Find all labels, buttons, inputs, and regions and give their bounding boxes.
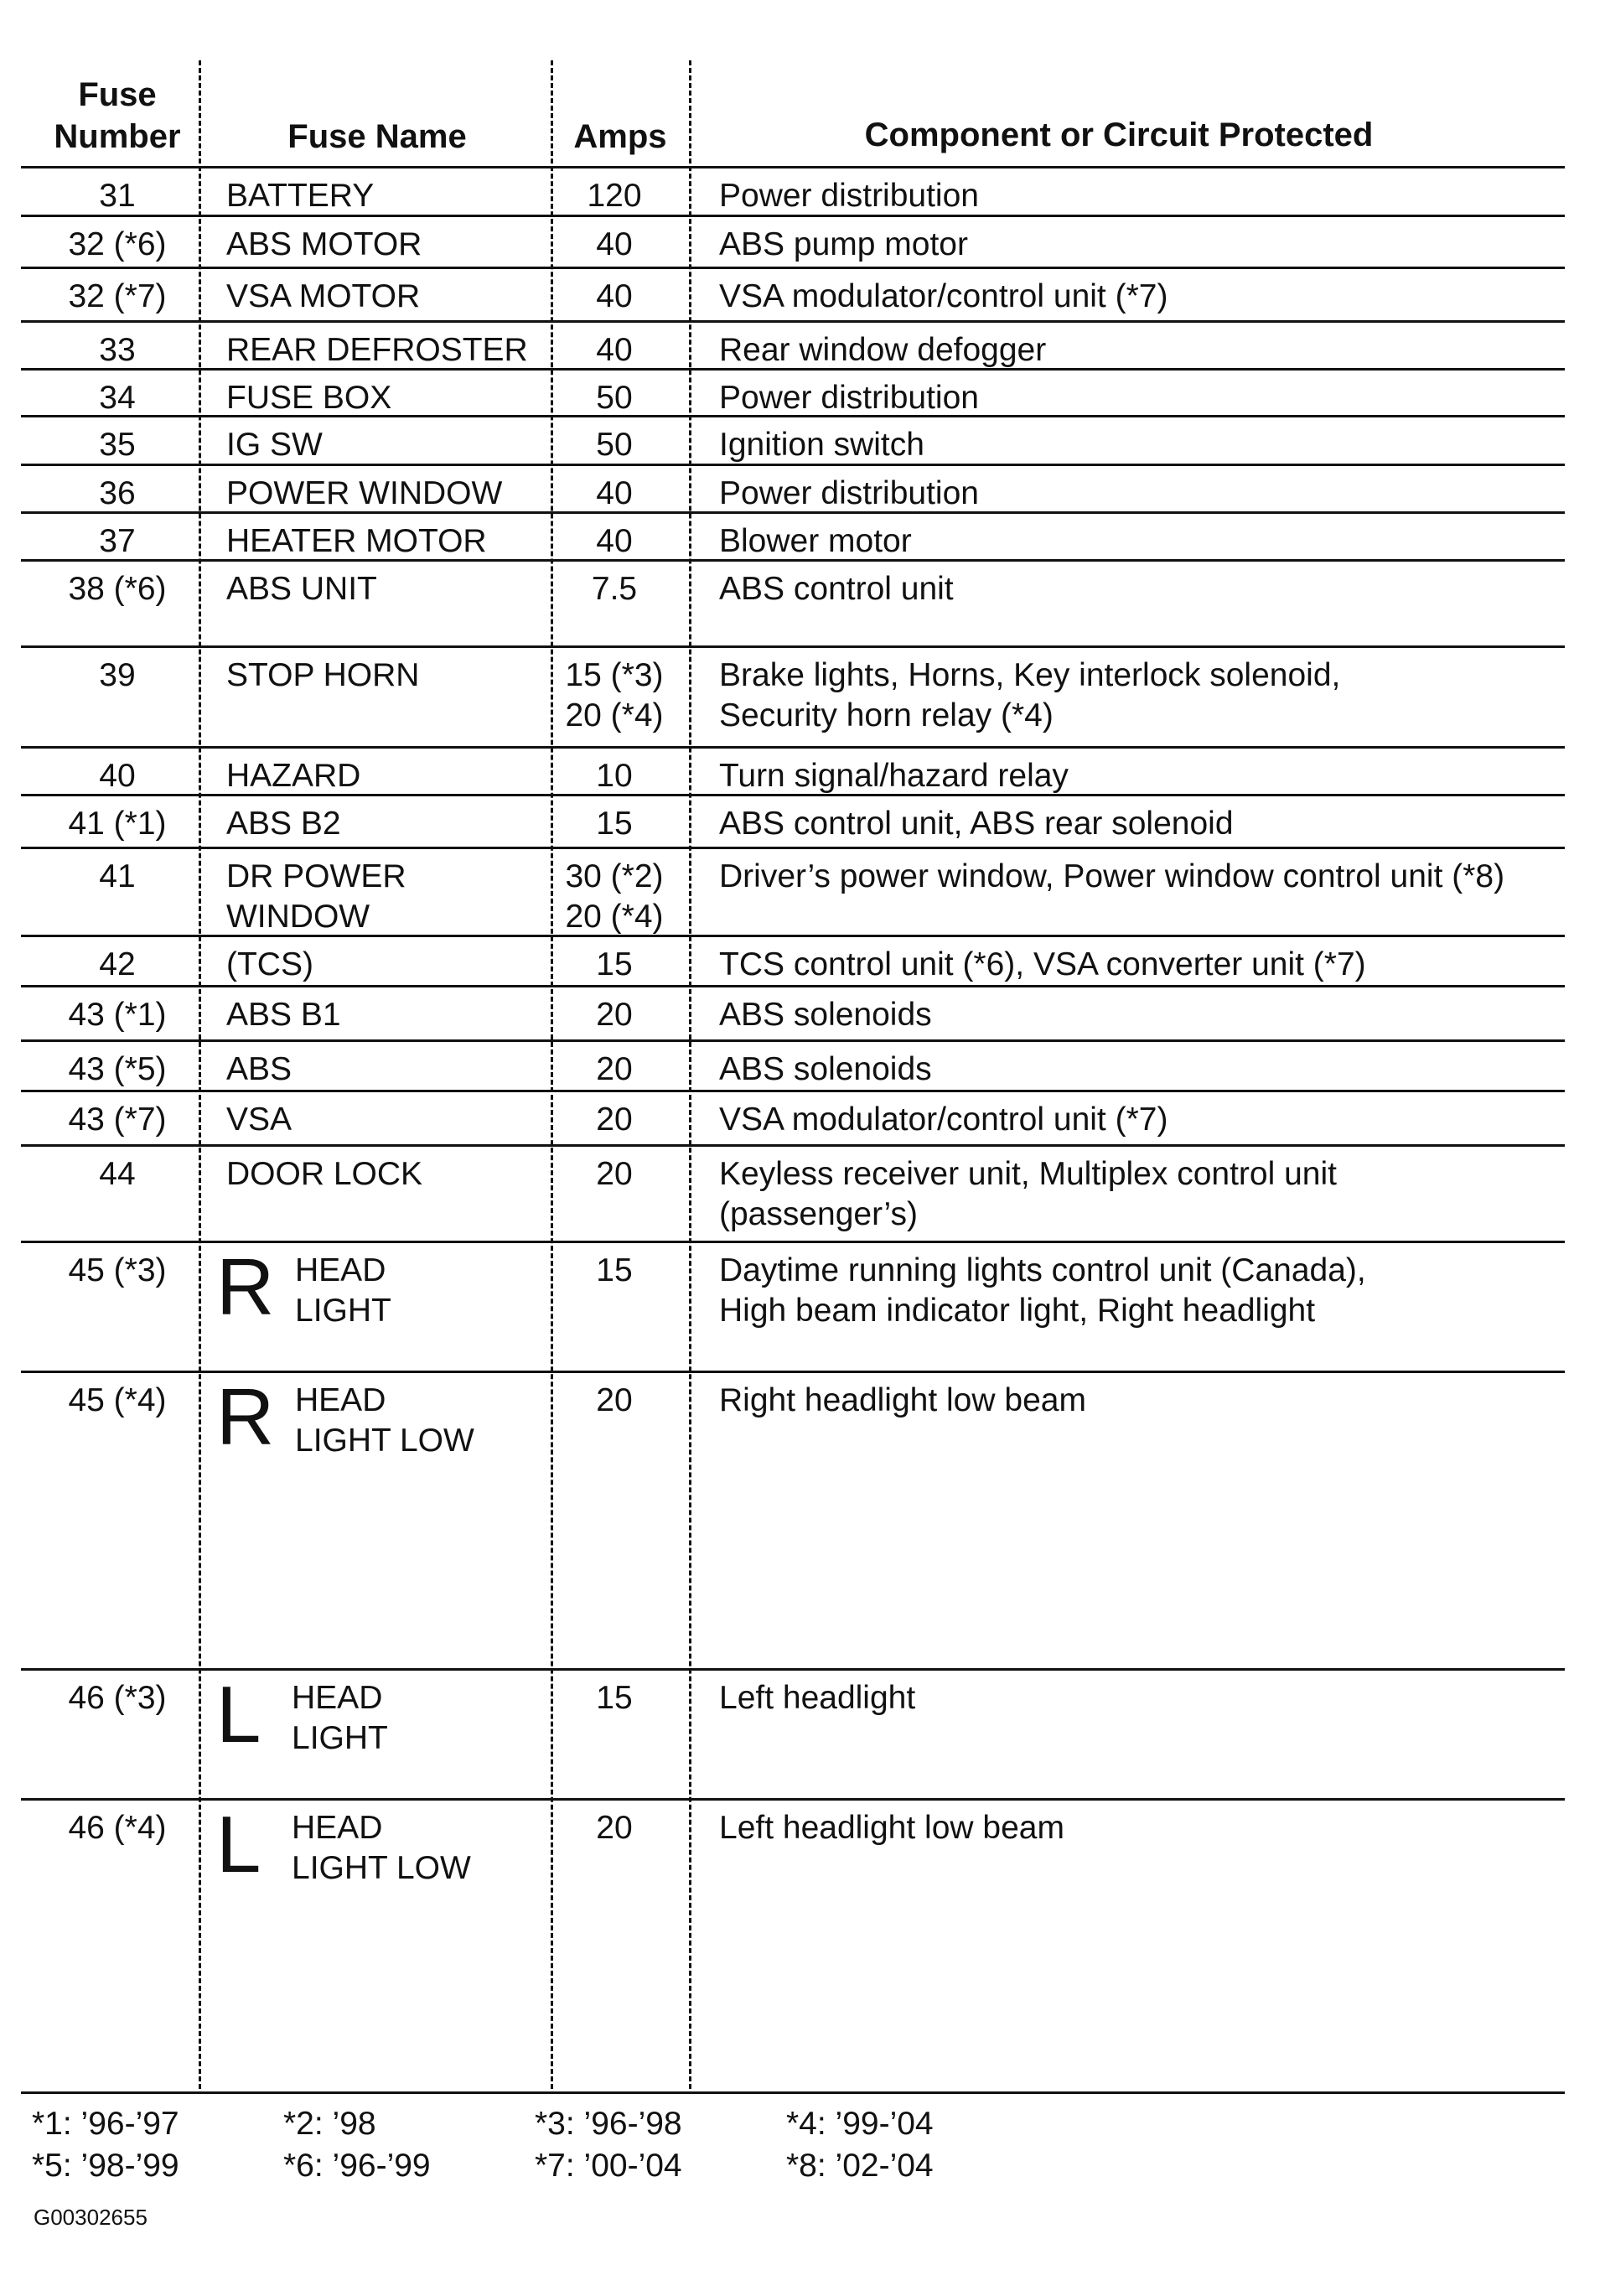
component-text: ABS solenoids (719, 1051, 932, 1087)
amps-value: 20 (596, 1810, 633, 1846)
amps-value: 7.5 (591, 571, 638, 607)
headlight-side-letter: L (216, 1670, 261, 1760)
row-rule (21, 166, 1565, 168)
component-text: ABS control unit (719, 571, 954, 607)
fuse-number: 41 (99, 858, 136, 894)
row-rule (21, 985, 1565, 987)
fuse-name-line: HEATER MOTOR (226, 523, 487, 559)
fuse-number: 43 (*7) (68, 1101, 167, 1138)
header-fuse-number-line2: Number (54, 118, 181, 155)
component-text: Left headlight low beam (719, 1810, 1064, 1846)
row-rule (21, 511, 1565, 514)
fuse-name-line: HEAD (292, 1810, 383, 1846)
headlight-side-letter: R (216, 1242, 275, 1332)
row-rule (21, 267, 1565, 269)
fuse-name-line: HAZARD (226, 758, 361, 794)
fuse-number: 45 (*4) (68, 1382, 167, 1418)
fuse-name-line: WINDOW (226, 899, 370, 935)
amps-value: 20 (*4) (565, 899, 664, 935)
fuse-number: 39 (99, 657, 136, 693)
row-rule (21, 746, 1565, 749)
fuse-name-line: HEAD (292, 1680, 383, 1716)
component-text: Rear window defogger (719, 332, 1047, 368)
component-text: High beam indicator light, Right headlight (719, 1293, 1316, 1329)
fuse-number: 45 (*3) (68, 1252, 167, 1288)
fuse-name-line: ABS B2 (226, 806, 341, 842)
header-fuse-number-line1: Fuse (78, 76, 157, 113)
amps-value: 120 (587, 178, 642, 214)
fuse-number: 40 (99, 758, 136, 794)
footnote-item: *4: ’99-’04 (786, 2106, 934, 2142)
component-text: Blower motor (719, 523, 912, 559)
amps-value: 40 (596, 475, 633, 511)
row-rule (21, 645, 1565, 648)
row-rule (21, 1039, 1565, 1042)
amps-value: 20 (596, 1051, 633, 1087)
amps-value: 15 (596, 1680, 633, 1716)
fuse-number: 32 (*6) (68, 226, 167, 262)
amps-value: 20 (596, 1382, 633, 1418)
footnote-item: *8: ’02-’04 (786, 2148, 934, 2184)
component-text: (passenger’s) (719, 1196, 919, 1232)
footnote-item: *2: ’98 (283, 2106, 376, 2142)
footnote-item: *3: ’96-’98 (535, 2106, 682, 2142)
amps-value: 15 (*3) (565, 657, 664, 693)
fuse-name-line: DR POWER (226, 858, 406, 894)
amps-value: 15 (596, 806, 633, 842)
amps-value: 20 (596, 997, 633, 1033)
amps-value: 20 (596, 1156, 633, 1192)
amps-value: 15 (596, 1252, 633, 1288)
component-text: VSA modulator/control unit (*7) (719, 1101, 1168, 1138)
component-text: Security horn relay (*4) (719, 697, 1054, 733)
headlight-side-letter: L (216, 1800, 261, 1889)
fuse-name-line: HEAD (295, 1382, 386, 1418)
amps-value: 30 (*2) (565, 858, 664, 894)
row-rule (21, 415, 1565, 417)
fuse-number: 43 (*5) (68, 1051, 167, 1087)
component-text: Left headlight (719, 1680, 916, 1716)
component-text: Keyless receiver unit, Multiplex control unit (719, 1156, 1337, 1192)
component-text: Daytime running lights control unit (Canada), (719, 1252, 1366, 1288)
fuse-name-line: HEAD (295, 1252, 386, 1288)
row-rule (21, 794, 1565, 796)
header-component: Component or Circuit Protected (864, 117, 1374, 153)
fuse-name-line: ABS (226, 1051, 293, 1087)
row-rule (21, 935, 1565, 937)
fuse-name-line: ABS UNIT (226, 571, 377, 607)
amps-value: 40 (596, 278, 633, 314)
fuse-name-line: DOOR LOCK (226, 1156, 423, 1192)
header-fuse-number (21, 74, 214, 158)
amps-value: 20 (596, 1101, 633, 1138)
amps-value: 40 (596, 523, 633, 559)
component-text: ABS pump motor (719, 226, 968, 262)
fuse-number: 43 (*1) (68, 997, 167, 1033)
fuse-number: 36 (99, 475, 136, 511)
fuse-number: 37 (99, 523, 136, 559)
table-bottom-rule (21, 2091, 1565, 2094)
row-rule (21, 1090, 1565, 1092)
component-text: Right headlight low beam (719, 1382, 1086, 1418)
fuse-number: 41 (*1) (68, 806, 167, 842)
fuse-name-line: REAR DEFROSTER (226, 332, 528, 368)
footnote-item: *5: ’98-’99 (32, 2148, 179, 2184)
fuse-number: 31 (99, 178, 136, 214)
row-rule (21, 464, 1565, 466)
amps-value: 10 (596, 758, 633, 794)
fuse-name-line: (TCS) (226, 946, 313, 982)
fuse-number: 38 (*6) (68, 571, 167, 607)
footnote-item: *1: ’96-’97 (32, 2106, 179, 2142)
component-text: ABS control unit, ABS rear solenoid (719, 806, 1234, 842)
fuse-name-line: VSA MOTOR (226, 278, 421, 314)
figure-code: G00302655 (34, 2205, 148, 2230)
fuse-number: 35 (99, 427, 136, 463)
component-text: Power distribution (719, 178, 979, 214)
fuse-number: 34 (99, 380, 136, 416)
fuse-name-line: ABS MOTOR (226, 226, 422, 262)
amps-value: 40 (596, 332, 633, 368)
footnote-item: *7: ’00-’04 (535, 2148, 682, 2184)
fuse-number: 46 (*4) (68, 1810, 167, 1846)
fuse-name-line: LIGHT LOW (292, 1850, 471, 1886)
fuse-number: 32 (*7) (68, 278, 167, 314)
amps-value: 40 (596, 226, 633, 262)
component-text: Brake lights, Horns, Key interlock solenoid, (719, 657, 1341, 693)
row-rule (21, 215, 1565, 217)
component-text: Driver’s power window, Power window control unit (*8) (719, 858, 1505, 894)
component-text: Turn signal/hazard relay (719, 758, 1069, 794)
column-divider-3 (689, 60, 691, 2089)
amps-value: 20 (*4) (565, 697, 664, 733)
fuse-name-line: LIGHT (292, 1720, 388, 1756)
amps-value: 50 (596, 427, 633, 463)
fuse-name-line: BATTERY (226, 178, 375, 214)
header-fuse-name: Fuse Name (287, 118, 467, 155)
component-text: Ignition switch (719, 427, 924, 463)
component-text: ABS solenoids (719, 997, 932, 1033)
fuse-name-line: ABS B1 (226, 997, 341, 1033)
fuse-name-line: POWER WINDOW (226, 475, 503, 511)
amps-value: 15 (596, 946, 633, 982)
fuse-number: 42 (99, 946, 136, 982)
fuse-name-line: LIGHT (295, 1293, 391, 1329)
row-rule (21, 320, 1565, 323)
headlight-side-letter: R (216, 1372, 275, 1462)
row-rule (21, 1144, 1565, 1147)
fuse-name-line: IG SW (226, 427, 323, 463)
component-text: VSA modulator/control unit (*7) (719, 278, 1168, 314)
component-text: Power distribution (719, 475, 979, 511)
fuse-name-line: LIGHT LOW (295, 1423, 474, 1459)
fuse-name-line: STOP HORN (226, 657, 420, 693)
fuse-number: 33 (99, 332, 136, 368)
fuse-name-line: VSA (226, 1101, 293, 1138)
fuse-number: 46 (*3) (68, 1680, 167, 1716)
footnote-item: *6: ’96-’99 (283, 2148, 431, 2184)
row-rule (21, 559, 1565, 562)
amps-value: 50 (596, 380, 633, 416)
row-rule (21, 368, 1565, 371)
header-amps: Amps (573, 118, 667, 155)
fuse-number: 44 (99, 1156, 136, 1192)
component-text: Power distribution (719, 380, 979, 416)
row-rule (21, 847, 1565, 849)
fuse-name-line: FUSE BOX (226, 380, 392, 416)
component-text: TCS control unit (*6), VSA converter unit (*7) (719, 946, 1366, 982)
